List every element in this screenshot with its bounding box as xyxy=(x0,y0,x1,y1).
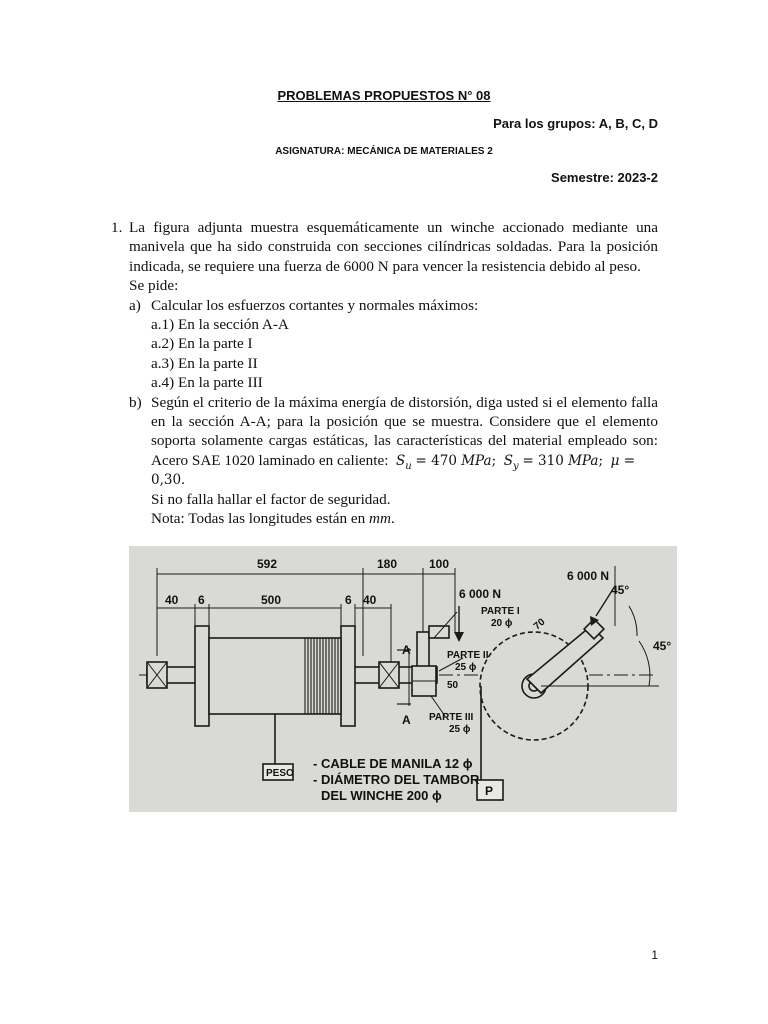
semester-line: Semestre: 2023-2 xyxy=(551,170,658,185)
dim-180: 180 xyxy=(377,557,398,571)
sy-symbol: S xyxy=(503,452,513,469)
angle-top-label: 45° xyxy=(611,583,630,597)
note-unit: mm xyxy=(369,510,391,527)
dim-40-left: 40 xyxy=(165,593,179,607)
item-a-label: a) xyxy=(129,296,141,314)
se-pide: Se pide: xyxy=(129,277,179,295)
dim-100: 100 xyxy=(429,557,450,571)
su-symbol: S xyxy=(396,452,406,469)
note-suffix: . xyxy=(390,510,395,527)
item-a2: a.2) En la parte I xyxy=(151,335,253,353)
subject-line: ASIGNATURA: MECÁNICA DE MATERIALES 2 xyxy=(275,146,493,157)
item-b-after: Si no falla hallar el factor de seguridad. xyxy=(151,490,391,508)
material-line: Acero SAE 1020 laminado en caliente: $S_u = 470$ MPa; $S_y = 310$ MPa; μ = xyxy=(151,451,636,472)
parte-ii-dia: 25 ϕ xyxy=(455,662,477,673)
drum xyxy=(209,638,341,714)
item-a1: a.1) En la sección A-A xyxy=(151,316,289,333)
su-unit: MPa xyxy=(461,452,492,469)
dim-50-label: 50 xyxy=(447,680,459,691)
intro-line-1: La figura adjunta muestra esquemáticamente un winche accionado mediante una xyxy=(129,219,658,236)
parte-i-label: PARTE I xyxy=(481,606,520,617)
winch-figure xyxy=(129,546,677,812)
groups-line: Para los grupos: A, B, C, D xyxy=(493,116,658,131)
dim-6-right: 6 xyxy=(345,593,352,607)
sy-unit: MPa xyxy=(568,452,599,469)
left-flange xyxy=(195,626,209,726)
parte-iii-label: PARTE III xyxy=(429,712,474,723)
dim-70-label: 70 xyxy=(531,616,548,633)
note-line xyxy=(151,509,395,528)
item-b-line-3: soporta solamente cargas estáticas, las características del material empleado son: xyxy=(151,432,658,450)
p-label: P xyxy=(485,784,494,798)
item-a-text: Calcular los esfuerzos cortantes y normales máximos: xyxy=(151,296,479,314)
dim-592: 592 xyxy=(257,557,278,571)
note-winche: DEL WINCHE 200 ϕ xyxy=(321,788,442,803)
intro-line-2: manivela que ha sido construida con secciones cilíndricas soldadas. Para la posición xyxy=(129,238,658,256)
mu-value-line: 0,30. xyxy=(151,471,185,489)
dim-6-left: 6 xyxy=(198,593,205,607)
section-a-top: A xyxy=(402,643,411,657)
item-b-label: b) xyxy=(129,393,142,411)
right-flange xyxy=(341,626,355,726)
section-a-bottom: A xyxy=(402,713,411,727)
parte-i-dia: 20 ϕ xyxy=(491,618,513,629)
force-left-label: 6 000 N xyxy=(459,587,502,601)
angle-right-label: 45° xyxy=(653,639,672,653)
dim-40-right: 40 xyxy=(363,593,377,607)
mu-value: 0,30 xyxy=(151,472,182,489)
parte-iii-dia: 25 ϕ xyxy=(449,724,471,735)
force-right-label: 6 000 N xyxy=(567,569,610,583)
page-number: 1 xyxy=(651,948,658,962)
parte-ii-label: PARTE II xyxy=(447,650,489,661)
intro-line-3: indicada, se requiere una fuerza de 6000 N para vencer la resistencia debido al peso. xyxy=(129,257,641,275)
dim-500: 500 xyxy=(261,593,282,607)
problem-number: 1. xyxy=(111,219,123,236)
item-a3: a.3) En la parte II xyxy=(151,354,258,372)
peso-label: PESO xyxy=(266,768,294,779)
item-b-line-1: Según el criterio de la máxima energía de distorsión, diga usted si el elemento falla xyxy=(151,393,658,411)
page-title: PROBLEMAS PROPUESTOS N° 08 xyxy=(277,88,491,103)
note-diameter: - DIÁMETRO DEL TAMBOR xyxy=(313,772,480,787)
su-sub: u xyxy=(405,460,412,472)
material-prefix: Acero SAE 1020 laminado en caliente: xyxy=(151,451,389,469)
item-a4: a.4) En la parte III xyxy=(151,374,263,392)
mu-symbol: μ = xyxy=(610,452,636,469)
item-b-line-2: en la sección A-A; para la posición que se muestra. Considere que el elemento xyxy=(151,413,658,430)
su-value: = 470 xyxy=(415,452,462,469)
note-cable: - CABLE DE MANILA 12 ϕ xyxy=(313,756,473,771)
sy-value: = 310 xyxy=(522,452,569,469)
sy-sub: y xyxy=(512,460,519,472)
note-prefix: Nota: Todas las longitudes están en xyxy=(151,510,369,527)
